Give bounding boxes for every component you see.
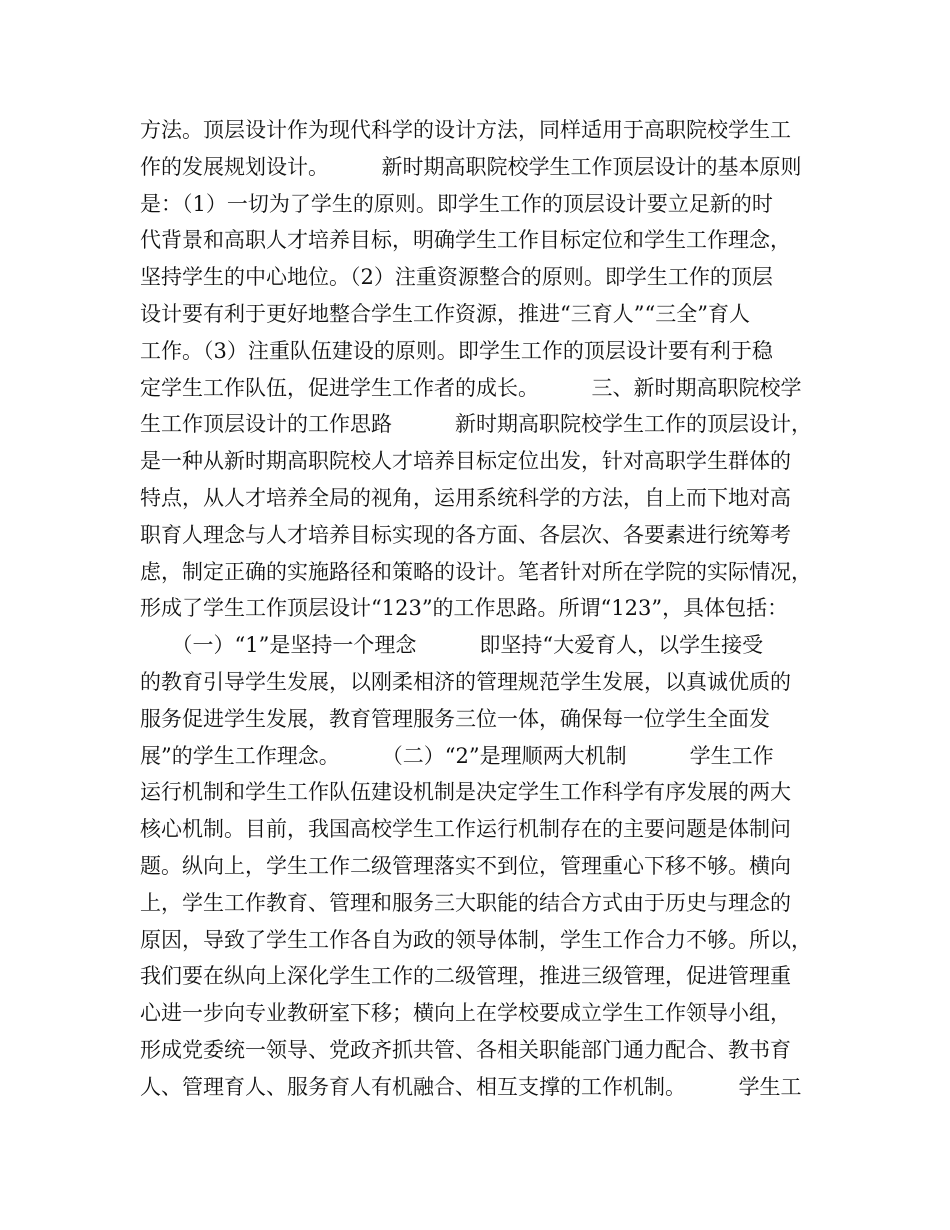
text-line: 定学生工作队伍，促进学生工作者的成长。 三、新时期高职院校学 xyxy=(140,375,802,400)
text-line: 上，学生工作教育、管理和服务三大职能的结合方式由于历史与理念的 xyxy=(140,890,791,915)
text-line: 工作。（3）注重队伍建设的原则。即学生工作的顶层设计要有利于稳 xyxy=(140,338,773,363)
text-line: 职育人理念与人才培养目标实现的各方面、各层次、各要素进行统筹考 xyxy=(140,522,791,547)
text-line: 心进一步向专业教研室下移；横向上在学校要成立学生工作领导小组， xyxy=(140,1001,791,1026)
text-line: 人、管理育人、服务育人有机融合、相互支撑的工作机制。 学生工 xyxy=(140,1074,802,1099)
text-line: 方法。顶层设计作为现代科学的设计方法，同样适用于高职院校学生工 xyxy=(140,118,791,142)
text-line: 题。纵向上，学生工作二级管理落实不到位，管理重心下移不够。横向 xyxy=(140,853,791,878)
text-line: 形成了学生工作顶层设计“123”的工作思路。所谓“123”，具体包括： xyxy=(140,596,789,621)
text-line: 服务促进学生发展，教育管理服务三位一体，确保每一位学生全面发 xyxy=(140,706,770,731)
text-line: 虑，制定正确的实施路径和策略的设计。笔者针对所在学院的实际情况， xyxy=(140,559,812,584)
text-line: 生工作顶层设计的工作思路 新时期高职院校学生工作的顶层设计， xyxy=(140,412,812,437)
text-line: 的教育引导学生发展，以刚柔相济的管理规范学生发展，以真诚优质的 xyxy=(140,669,791,694)
text-line: 是一种从新时期高职院校人才培养目标定位出发，针对高职学生群体的 xyxy=(140,449,791,474)
text-line: 核心机制。目前，我国高校学生工作运行机制存在的主要问题是体制问 xyxy=(140,817,791,842)
text-line: 坚持学生的中心地位。（2）注重资源整合的原则。即学生工作的顶层 xyxy=(140,265,773,290)
text-line: 原因，导致了学生工作各自为政的领导体制，学生工作合力不够。所以， xyxy=(140,927,812,952)
text-line: 作的发展规划设计。 新时期高职院校学生工作顶层设计的基本原则 xyxy=(140,154,802,179)
text-line: 展”的学生工作理念。 （二）“2”是理顺两大机制 学生工作 xyxy=(140,743,774,768)
text-line: 是：（1）一切为了学生的原则。即学生工作的顶层设计要立足新的时 xyxy=(140,191,773,216)
text-line: 特点，从人才培养全局的视角，运用系统科学的方法，自上而下地对高 xyxy=(140,485,791,510)
text-line: 形成党委统一领导、党政齐抓共管、各相关职能部门通力配合、教书育 xyxy=(140,1037,791,1062)
text-line: （一）“1”是坚持一个理念 即坚持“大爱育人，以学生接受 xyxy=(140,633,764,658)
body-text xyxy=(140,112,830,1106)
text-line: 设计要有利于更好地整合学生工作资源，推进“三育人”“三全”育人 xyxy=(140,301,750,326)
text-line: 我们要在纵向上深化学生工作的二级管理，推进三级管理，促进管理重 xyxy=(140,964,791,989)
text-line: 运行机制和学生工作队伍建设机制是决定学生工作科学有序发展的两大 xyxy=(140,780,791,805)
text-line: 代背景和高职人才培养目标，明确学生工作目标定位和学生工作理念， xyxy=(140,228,791,253)
